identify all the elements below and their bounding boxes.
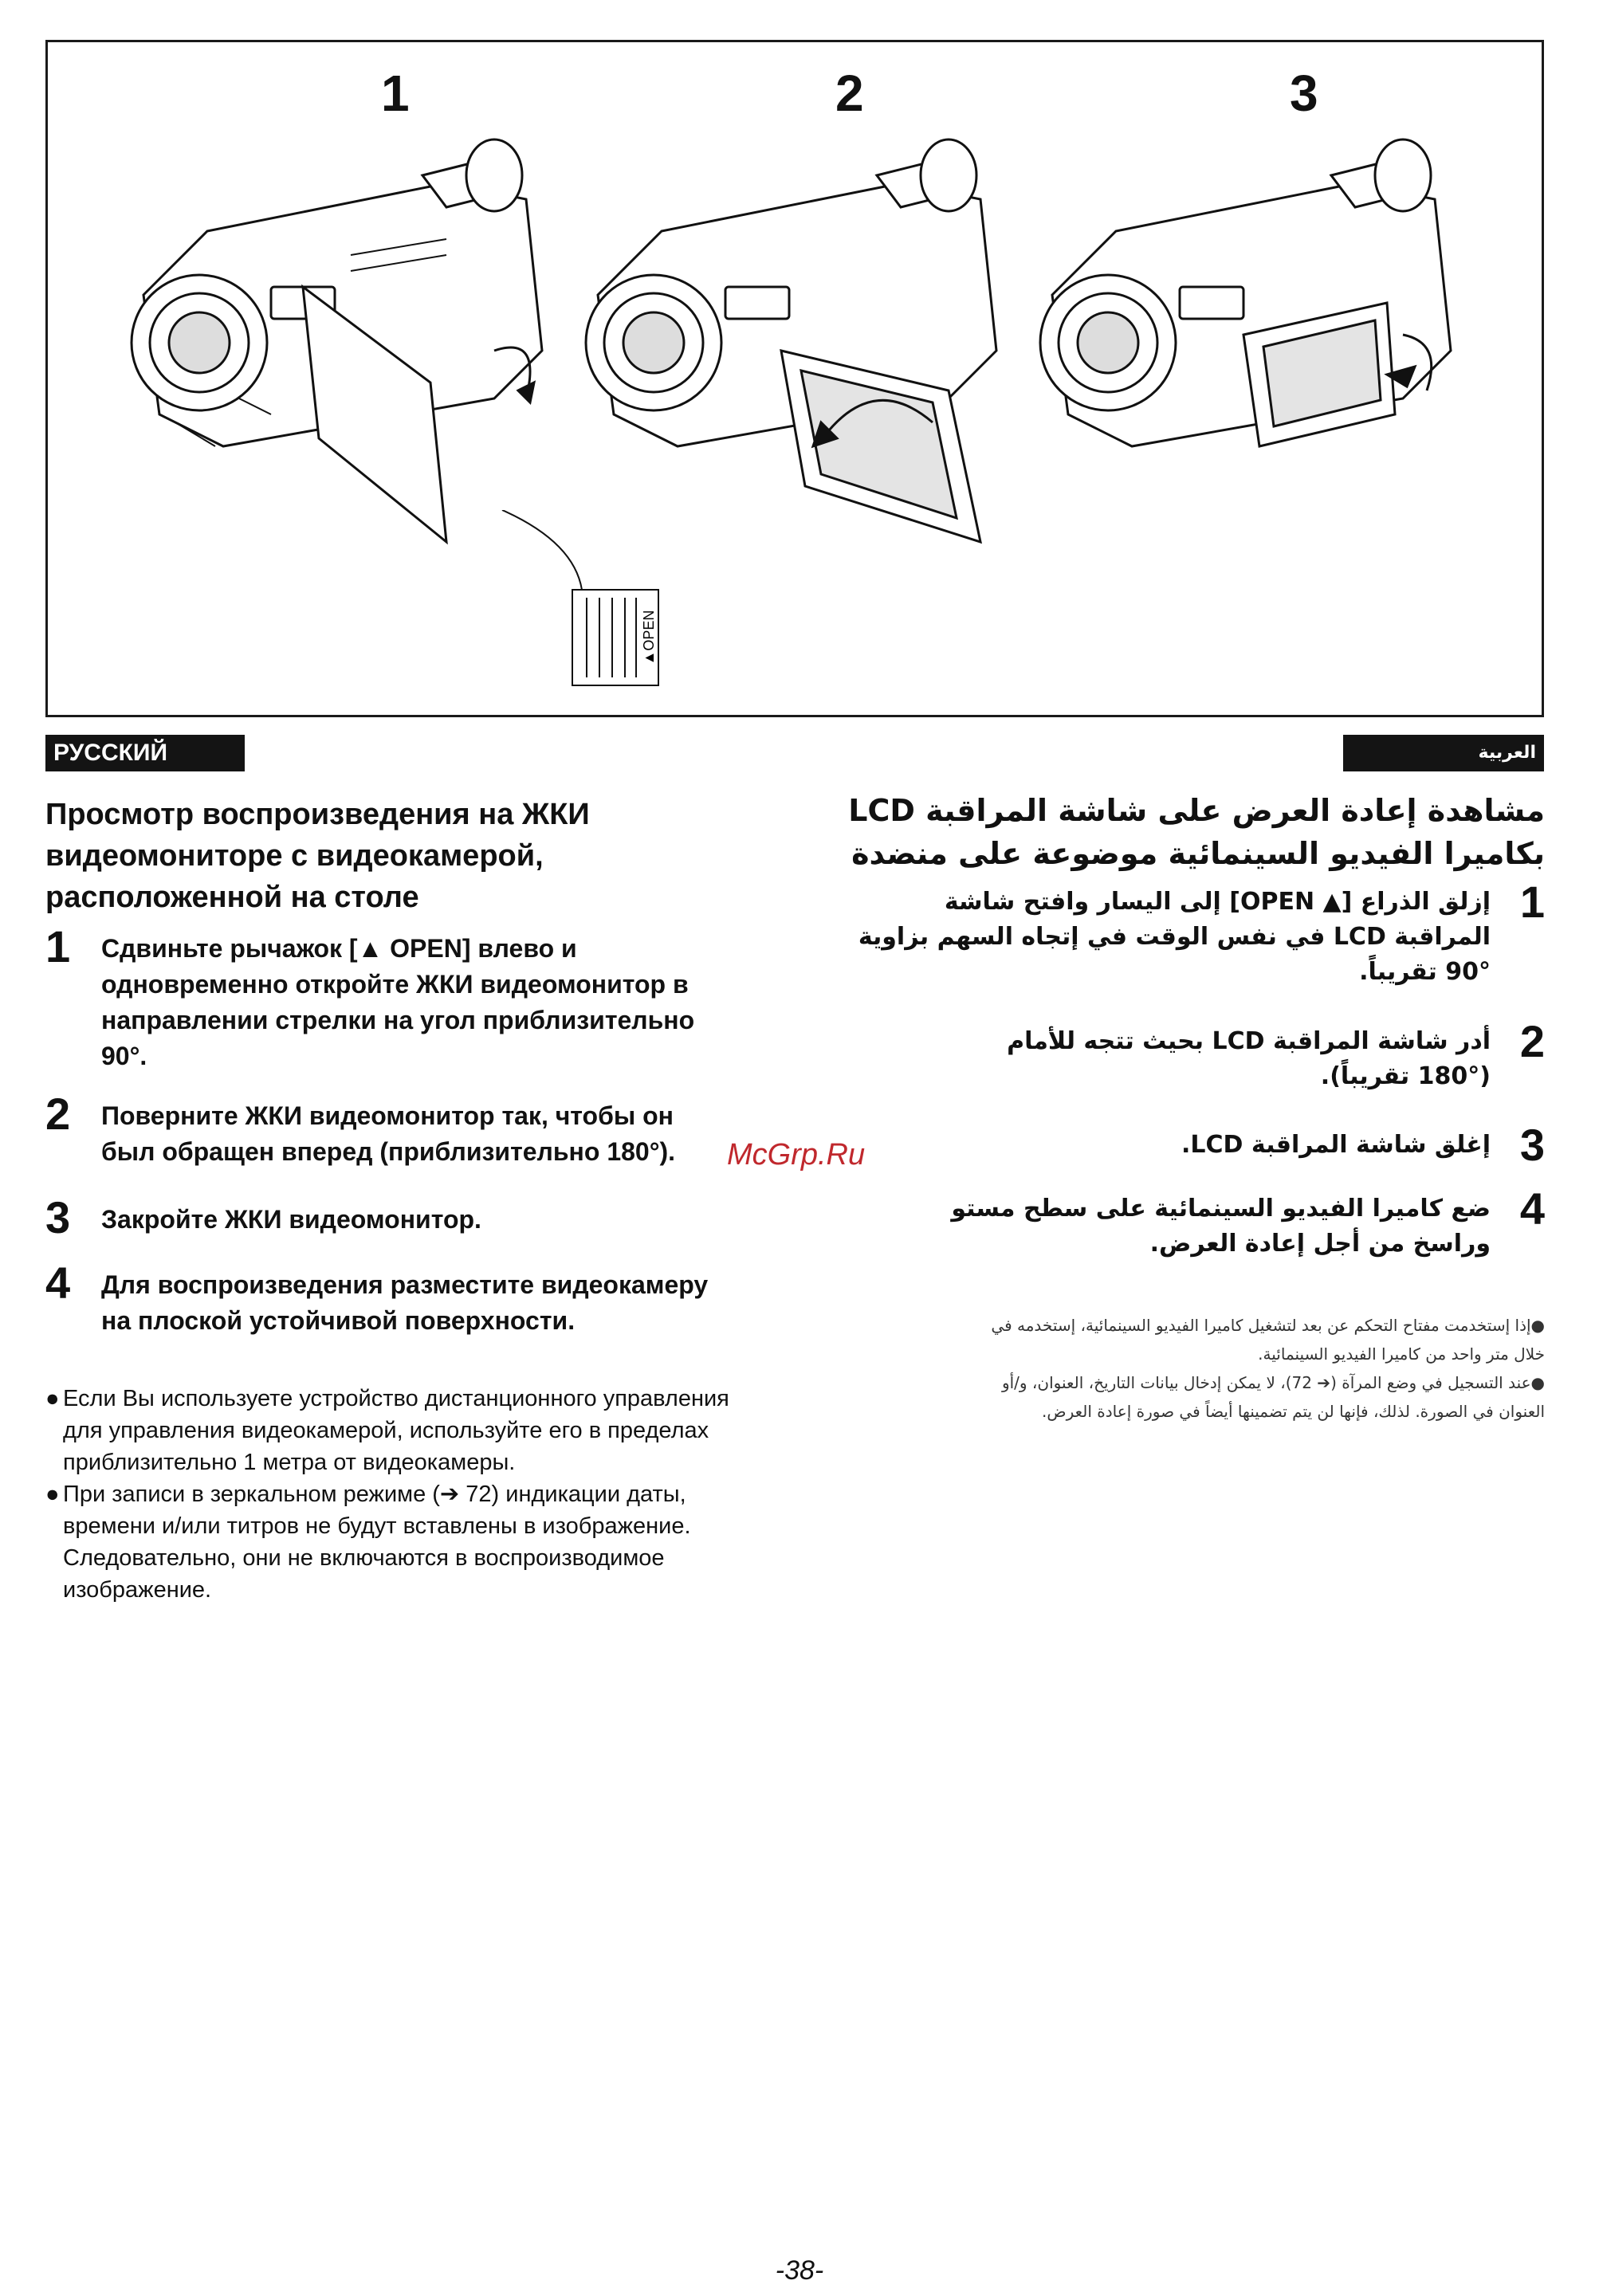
russian-step-4: 4 Для воспроизведения разместите видеокамеру на плоской устойчивой поверхности. bbox=[45, 1258, 709, 1335]
russian-step-2: 2 Поверните ЖКИ видеомонитор так, чтобы он был обращен вперед (приблизительно 180°). bbox=[45, 1089, 676, 1166]
watermark: McGrp.Ru bbox=[727, 1138, 866, 1172]
arabic-step-3: 3 إغلق شاشة المراقبة LCD. bbox=[1181, 1120, 1545, 1170]
russian-language-tab: РУССКИЙ ЯЗЫК bbox=[45, 735, 245, 771]
russian-step-1: 1 Сдвиньте рычажок [▲ OPEN] влево и одновременно откройте ЖКИ видеомонитор в направлении стрелки на угол приблизительно 90°. bbox=[45, 921, 695, 1070]
arabic-notes bbox=[891, 1311, 1545, 1426]
russian-step-3: 3 Закройте ЖКИ видеомонитор. bbox=[45, 1192, 481, 1242]
figure-label-3: 3 bbox=[1290, 65, 1318, 122]
arabic-step-2: 2 أدر شاشة المراقبة LCD بحيث تتجه للأمام (180° تقريباً). bbox=[1007, 1016, 1545, 1090]
russian-notes bbox=[45, 1383, 827, 1606]
arabic-title: مشاهدة إعادة العرض على شاشة المراقبة LCD بكاميرا الفيديو السينمائية موضوعة على منضدة bbox=[848, 793, 1545, 871]
camcorder-illustration-3 bbox=[1020, 112, 1467, 558]
russian-title: Просмотр воспроизведения на ЖКИ видеомониторе с видеокамерой, расположенной на столе bbox=[45, 798, 590, 914]
russian-note-2: ● При записи в зеркальном режиме (➔ 72) индикации даты, времени и/или титров не будут вставлены в изображение. Следовательно, они не включаются в воспроизводимое изображение. bbox=[45, 1482, 691, 1603]
arabic-step-1: 1 إزلق الذراع [▲ OPEN] إلى اليسار وافتح شاشة المراقبة LCD في نفس الوقت في إتجاه السهم بزاوية 90° تقريباً. bbox=[858, 877, 1545, 986]
camcorder-illustration-1 bbox=[112, 112, 558, 558]
camcorder-illustration-2 bbox=[566, 112, 1012, 558]
open-switch-label: ▲OPEN bbox=[641, 610, 657, 665]
arabic-step-4: 4 ضع كاميرا الفيديو السينمائية على سطح مستو وراسخ من أجل إعادة العرض. bbox=[951, 1183, 1545, 1258]
arabic-language-tab: العربية bbox=[1343, 735, 1544, 771]
page-number: -38- bbox=[775, 2255, 824, 2286]
figure-label-1: 1 bbox=[381, 65, 410, 122]
arabic-note-2: ●عند التسجيل في وضع المرآة (➔ 72)، لا يمكن إدخال بيانات التاريخ، العنوان، و/أو العنوان في الصورة. لذلك، فإنها لن يتم تضمينها أيضاً في صورة إعادة العرض. bbox=[1001, 1373, 1545, 1421]
russian-note-1: ● Если Вы используете устройство дистанционного управления для управления видеокамерой, используйте его в пределах приблизительно 1 метра от видеокамеры. bbox=[45, 1386, 729, 1475]
arabic-note-1: ●إذا إستخدمت مفتاح التحكم عن بعد لتشغيل كاميرا الفيديو السينمائية، إستخدمه في خلال متر واحد من كاميرا الفيديو السينمائية. bbox=[991, 1316, 1545, 1364]
figure-label-2: 2 bbox=[835, 65, 864, 122]
